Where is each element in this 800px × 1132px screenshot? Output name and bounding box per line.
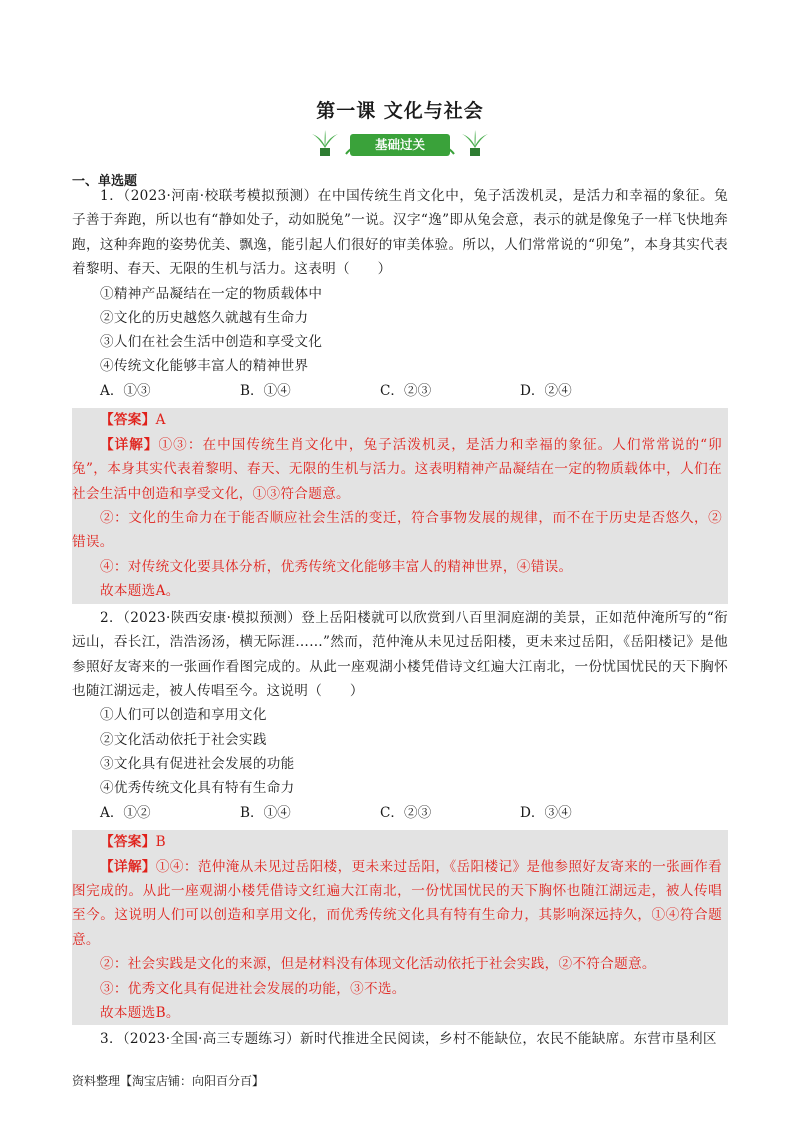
question-stem: 2．（2023·陕西安康·模拟预测）登上岳阳楼就可以欣赏到八百里洞庭湖的美景，正如范仲淹所写的“衔远山，吞长江，浩浩汤汤，横无际涯……”然而，范仲淹从未见过岳阳楼，更未来过岳阳，《岳阳楼记》是他参照好友寄来的一张画作看图完成的。从此一座观湖小楼凭借诗文红遍大江南北，一份忧国忧民的天下胸怀也随江湖远走，被人传唱至今。这说明（ ） [72, 609, 728, 699]
question-stem: 1．（2023·河南·校联考模拟预测）在中国传统生肖文化中，兔子活泼机灵，是活力和幸福的象征。兔子善于奔跑，所以也有“静如处子，动如脱兔”一说。汉字“逸”即从兔会意，表示的就是像兔子一样飞快地奔跑，这种奔跑的姿势优美、飘逸，能引起人们很好的审美体验。所以，人们常常说的“卯兔”，本身其实代表着黎明、春天、无限的生机与活力。这表明（ ） [72, 188, 728, 278]
answer-line [72, 408, 722, 432]
choice-b: B．①④ [240, 383, 291, 400]
detail-tag: 【详解】 [100, 436, 159, 453]
plant-icon-left [310, 128, 340, 158]
answer-tag: 【答案】 [100, 834, 156, 851]
option-item: ①人们可以创造和享用文化 [100, 707, 267, 724]
choice-row [72, 800, 728, 826]
plant-icon-right [460, 128, 490, 158]
footer-note: 资料整理【淘宝店铺：向阳百分百】 [72, 1074, 265, 1088]
option-item: ②文化活动依托于社会实践 [100, 731, 267, 748]
answer-value: B [155, 834, 166, 851]
question-stem: 3．（2023·全国·高三专题练习）新时代推进全民阅读，乡村不能缺位，农民不能缺席。东营市垦利区 [100, 1031, 717, 1048]
page-title: 第一课 文化与社会 [316, 100, 484, 122]
section-banner [310, 128, 490, 158]
detail-text: ②：社会实践是文化的来源，但是材料没有体现文化活动依托于社会实践，②不符合题意。 [100, 956, 656, 973]
choice-a: A．①② [100, 805, 151, 822]
answer-box [72, 830, 728, 1025]
detail-text: ④：对传统文化要具体分析，优秀传统文化能够丰富人的精神世界，④错误。 [100, 558, 573, 575]
answer-line [72, 830, 722, 854]
answer-box [72, 408, 728, 603]
option-item: ①精神产品凝结在一定的物质载体中 [100, 285, 323, 302]
detail-tag: 【详解】 [100, 858, 156, 875]
detail-line [72, 433, 722, 506]
question-1 [72, 184, 728, 604]
choice-c: C．②③ [380, 383, 432, 400]
choice-a: A．①③ [100, 383, 151, 400]
choice-row [72, 378, 728, 404]
banner-label: 基础过关 [350, 134, 450, 156]
detail-conclusion: 故本题选B。 [100, 1004, 180, 1021]
detail-line [72, 855, 722, 953]
detail-text: ②：文化的生命力在于能否顺应社会生活的变迁，符合事物发展的规律，而不在于历史是否悠久，②错误。 [72, 510, 722, 551]
option-item: ③文化具有促进社会发展的功能 [100, 755, 295, 772]
option-item: ④传统文化能够丰富人的精神世界 [100, 358, 309, 375]
section-heading: 一、单选题 [72, 174, 138, 189]
option-item: ③人们在社会生活中创造和享受文化 [100, 334, 323, 351]
detail-text: ①③：在中国传统生肖文化中，兔子活泼机灵，是活力和幸福的象征。人们常常说的“卯兔”，本身其实代表着黎明、春天、无限的生机与活力。这表明精神产品凝结在一定的物质载体中，人们在社会生活中创造和享受文化，①③符合题意。 [72, 436, 722, 502]
answer-tag: 【答案】 [100, 412, 156, 429]
detail-text: ③：优秀文化具有促进社会发展的功能，③不选。 [100, 980, 406, 997]
choice-d: D．②④ [520, 383, 572, 400]
question-3 [72, 1027, 728, 1051]
question-list [72, 184, 728, 1052]
answer-value: A [155, 412, 166, 429]
option-item: ④优秀传统文化具有特有生命力 [100, 779, 295, 796]
detail-text: ①④：范仲淹从未见过岳阳楼，更未来过岳阳，《岳阳楼记》是他参照好友寄来的一张画作看图完成的。从此一座观湖小楼凭借诗文红遍大江南北，一份忧国忧民的天下胸怀也随江湖远走，被人传唱至今。这说明人们可以创造和享用文化，而优秀传统文化具有特有生命力，其影响深远持久，①④符合题意。 [72, 858, 722, 948]
choice-d: D．③④ [520, 805, 572, 822]
question-2 [72, 606, 728, 1026]
choice-c: C．②③ [380, 805, 432, 822]
detail-conclusion: 故本题选A。 [100, 583, 180, 600]
option-item: ②文化的历史越悠久就越有生命力 [100, 309, 309, 326]
choice-b: B．①④ [240, 805, 291, 822]
